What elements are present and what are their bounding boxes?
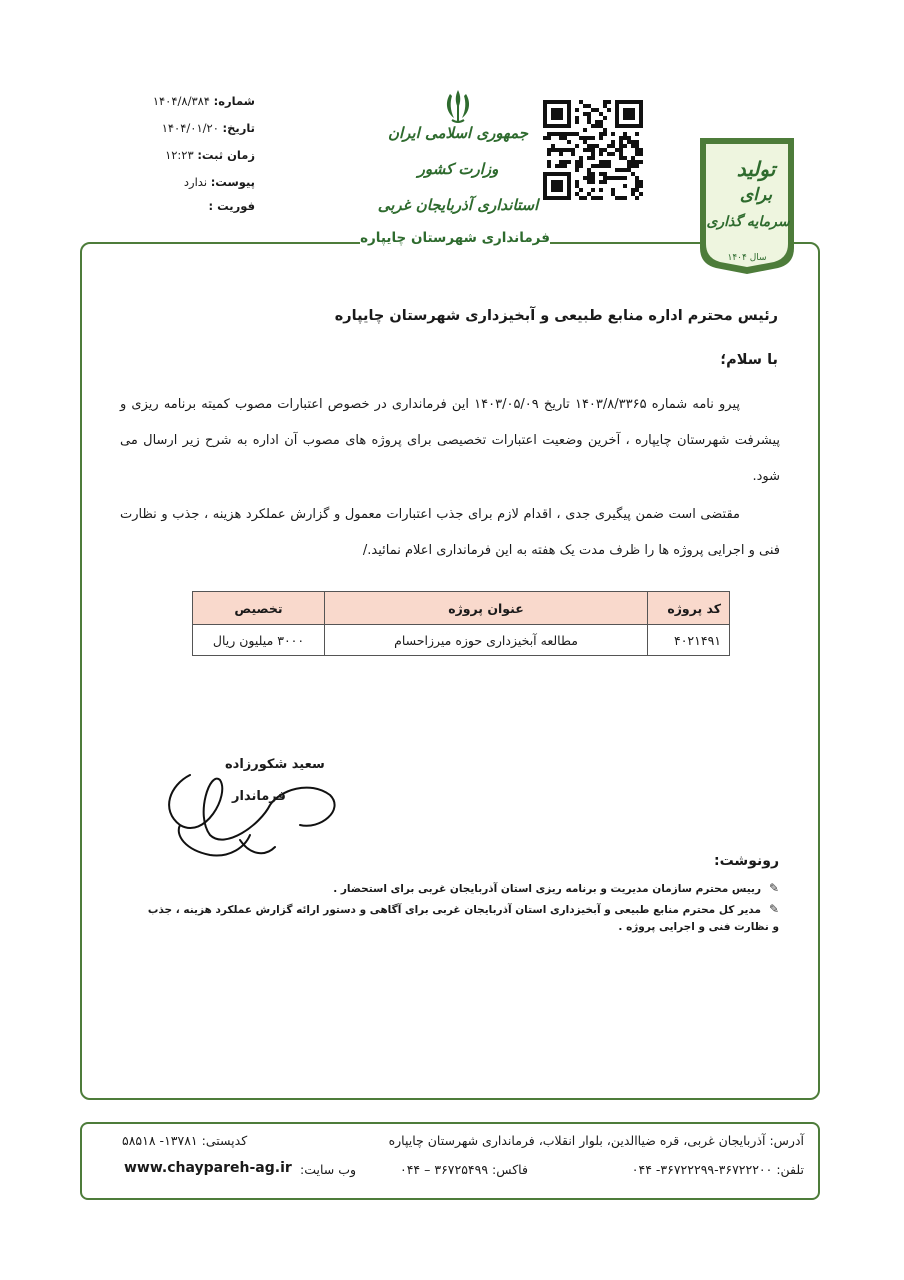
- province-office-name: استانداری آذربایجان غربی: [377, 196, 539, 214]
- footer-phone: تلفن: ۳۶۷۲۲۲۰۰-۳۶۷۲۲۲۹۹- ۰۴۴: [631, 1162, 804, 1177]
- meta-urgency: فوریت :: [208, 199, 255, 213]
- letter-frame: [80, 242, 820, 1100]
- badge-line3: سرمایه گذاری: [706, 214, 790, 230]
- footer-postal-code: کدپستی: ۱۳۷۸۱- ۵۸۵۱۸: [122, 1133, 248, 1148]
- meta-attachment: پیوست: ندارد: [183, 175, 255, 189]
- footer-fax: فاکس: ۳۶۷۲۵۴۹۹ – ۰۴۴: [400, 1162, 528, 1177]
- col-allocation: تخصیص: [193, 592, 325, 625]
- cell-project-title: مطالعه آبخیزداری حوزه میرزاحسام: [325, 625, 648, 656]
- meta-time: زمان ثبت: ۱۲:۲۳: [165, 148, 255, 162]
- slogan-badge: [698, 136, 796, 276]
- cc-arrow-icon: ✎: [768, 881, 779, 895]
- signer-name: سعید شکورزاده: [225, 757, 325, 772]
- cc-item: ✎مدیر کل محترم منابع طبیعی و آبخیزداری استان آذربایجان غربی برای آگاهی و دستور ارائه گزارش عملکرد هزینه ، جذب و نظارت فنی و اجرایی پروژه .: [147, 902, 779, 933]
- col-project-title: عنوان پروژه: [325, 592, 648, 625]
- ministry-name: وزارت کشور: [417, 160, 499, 178]
- country-name: جمهوری اسلامی ایران: [387, 124, 529, 142]
- cc-arrow-icon: ✎: [768, 902, 779, 916]
- badge-year: سال ۱۴۰۴: [727, 253, 767, 263]
- cc-item: ✎رییس محترم سازمان مدیریت و برنامه ریزی استان آذربایجان غربی برای استحضار .: [333, 881, 779, 895]
- footer-address: آدرس: آذربایجان غربی، قره ضیاالدین، بلوار انقلاب، فرمانداری شهرستان چایپاره: [388, 1133, 804, 1148]
- qr-code: [543, 100, 643, 200]
- signer-title: فرماندار: [232, 789, 286, 804]
- meta-number: شماره: ۱۴۰۴/۸/۳۸۴: [152, 94, 255, 108]
- footer-website-label: وب سایت:: [300, 1162, 357, 1177]
- letter-meta: [135, 94, 255, 226]
- table-header-row: [193, 592, 730, 625]
- body-paragraph-2: مقتضی است ضمن پیگیری جدی ، اقدام لازم برای جذب اعتبارات معمول و گزارش عملکرد هزینه ، جذب و نظارت فنی و اجرایی پروژه ها را ظرف مدت یک هفته به این فرمانداری اعلام نمائید./: [120, 507, 780, 558]
- office-title: فرمانداری شهرستان چایپاره: [360, 230, 550, 246]
- col-project-code: کد پروژه: [648, 592, 730, 625]
- cell-project-code: ۴۰۲۱۴۹۱: [648, 625, 730, 656]
- body-paragraph-1: پیرو نامه شماره ۱۴۰۳/۸/۳۳۶۵ تاریخ ۱۴۰۳/۰۵/۰۹ این فرمانداری در خصوص اعتبارات مصوب کمیته برنامه ریزی و پیشرفت شهرستان چایپاره ، آخرین وضعیت اعتبارات تخصیصی برای پروژه های مصوب آن اداره به شرح زیر ارسال می شود.: [120, 397, 780, 484]
- projects-table: [192, 591, 730, 656]
- footer-website-link[interactable]: www.chaypareh-ag.ir: [124, 1160, 292, 1176]
- badge-line2: برای: [739, 185, 773, 205]
- table-row: [193, 625, 730, 656]
- cc-title: رونوشت:: [714, 853, 779, 869]
- cell-allocation: ۳۰۰۰ میلیون ریال: [193, 625, 325, 656]
- greeting: با سلام؛: [720, 352, 778, 368]
- meta-date: تاریخ: ۱۴۰۴/۰۱/۲۰: [161, 121, 255, 135]
- addressee: رئیس محترم اداره منابع طبیعی و آبخیزداری شهرستان چایپاره: [334, 308, 778, 324]
- iran-emblem-icon: [438, 86, 478, 126]
- badge-line1: تولید: [736, 157, 776, 181]
